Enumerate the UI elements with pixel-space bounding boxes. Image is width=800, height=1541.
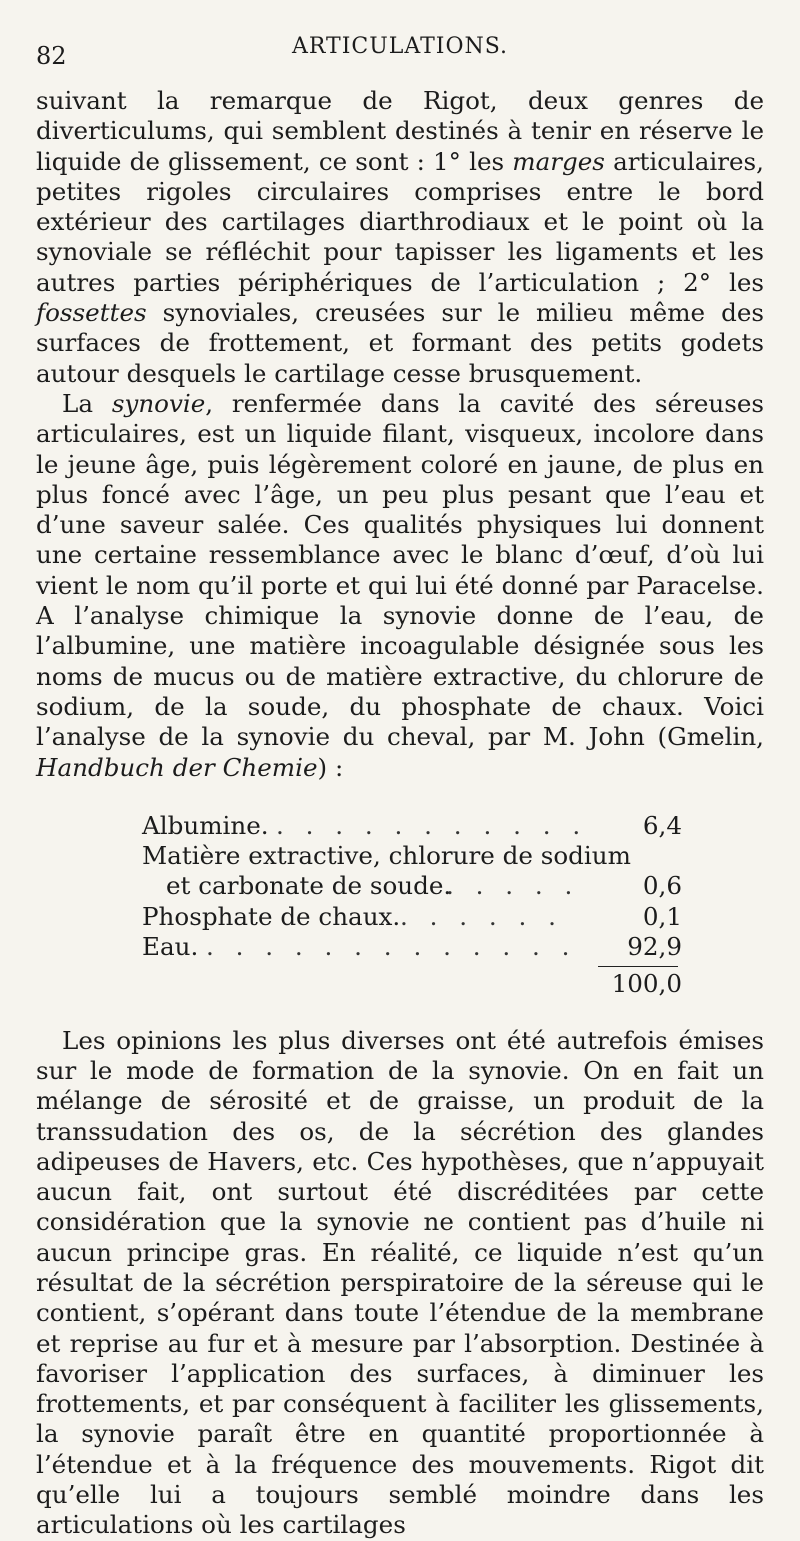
paragraph-synovie: [36, 389, 764, 783]
text-span: suivant la remarque de Rigot, deux genres de diverticulums, qui semblent destinés à tenir en réserve le liquide de glissement, ce sont : 1° les: [36, 86, 764, 176]
leader-dots: . . . . .: [446, 871, 580, 901]
running-title: ARTICULATIONS.: [291, 34, 509, 59]
analysis-value: 92,9: [627, 932, 682, 962]
page-number: 82: [36, 42, 67, 70]
sum-rule: [598, 966, 678, 967]
text-span: synoviales, creusées sur le milieu même des surfaces de frottement, et formant des petits godets autour desquels le cartilage cesse brusquement.: [36, 298, 764, 388]
analysis-table: [142, 811, 682, 1000]
leader-dots: . . . . . . . . . . . . .: [206, 932, 577, 962]
text-span: La: [62, 388, 112, 418]
page-header: [36, 34, 764, 74]
analysis-row: [142, 902, 682, 932]
analysis-total: 100,0: [611, 969, 682, 999]
italic-book-title: Handbuch der Chemie: [36, 752, 318, 782]
analysis-row: [142, 932, 682, 962]
analysis-label: Matière extractive, chlorure de sodium: [142, 841, 631, 871]
analysis-row: [142, 811, 682, 841]
leader-dots: . . . . . .: [400, 901, 563, 931]
analysis-total-row: [142, 969, 682, 999]
page-body: [36, 86, 764, 1541]
analysis-label: Eau.: [142, 932, 199, 962]
analysis-label: Phosphate de chaux.: [142, 901, 401, 931]
analysis-label: et carbonate de soude.: [166, 871, 452, 901]
text-span: articulaires, petites rigoles circulaires comprises entre le bord extérieur des cartilages diarthrodiaux et le point où la synoviale se réfléchit pour tapisser les ligaments et les autres parties périphériques de l’articulation ; 2° les: [36, 146, 764, 297]
analysis-row: [142, 871, 682, 901]
paragraph-continued: [36, 86, 764, 389]
analysis-value: 0,6: [642, 871, 682, 901]
analysis-value: 0,1: [642, 901, 682, 931]
analysis-value: 6,4: [642, 810, 682, 840]
italic-term-marges: marges: [512, 146, 605, 176]
text-span: ) :: [317, 752, 344, 782]
analysis-label: Albumine.: [142, 810, 269, 840]
paragraph-formation: Les opinions les plus diverses ont été autrefois émises sur le mode de formation de la synovie. On en fait un mélange de sérosité et de graisse, un produit de la transsudation des os, de la sécrétion des glandes adipeuses de Havers, etc. Ces hypothèses, que n’appuyait aucun fait, ont surtout été discréditées par cette considération que la synovie ne contient pas d’huile ni aucun principe gras. En réalité, ce liquide n’est qu’un résultat de la sécrétion perspiratoire de la séreuse qui le contient, s’opérant dans toute l’étendue de la membrane et reprise au fur et à mesure par l’absorption. Destinée à favoriser l’application des surfaces, à diminuer les frottements, et par conséquent à faciliter les glissements, la synovie paraît être en quantité proportionnée à l’étendue et à la fréquence des mouvements. Rigot dit qu’elle lui a toujours semblé moindre dans les articulations où les cartilages: [36, 1025, 764, 1540]
italic-term-fossettes: fossettes: [36, 298, 147, 328]
analysis-row: [142, 841, 682, 871]
leader-dots: . . . . . . . . . . .: [276, 810, 588, 840]
italic-term-synovie: synovie: [111, 388, 206, 418]
text-span: , renfermée dans la cavité des séreuses articulaires, est un liquide filant, visqueux, incolore dans le jeune âge, puis légèrement coloré en jaune, de plus en plus foncé avec l’âge, un peu plus pesant que l’eau et d’une saveur salée. Ces qualités physiques lui donnent une certaine ressemblance avec le blanc d’œuf, d’où lui vient le nom qu’il porte et qui lui été donné par Paracelse. A l’analyse chimique la synovie donne de l’eau, de l’albumine, une matière incoagulable désignée sous les noms de mucus ou de matière extractive, du chlorure de sodium, de la soude, du phosphate de chaux. Voici l’analyse de la synovie du cheval, par M. John (Gmelin,: [36, 388, 765, 752]
